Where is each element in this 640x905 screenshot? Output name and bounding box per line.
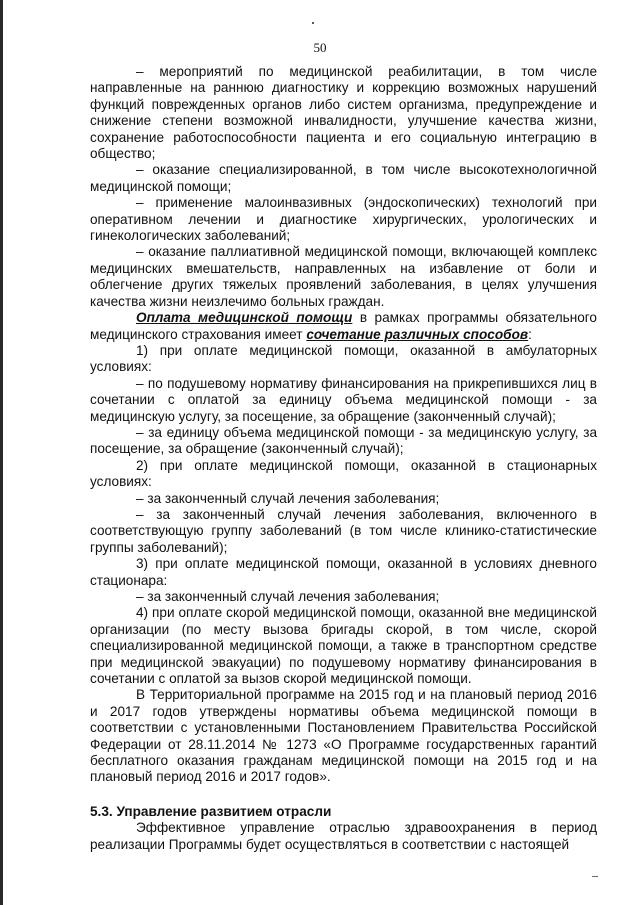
payment-colon: : (528, 326, 532, 342)
page-number: 50 (313, 40, 327, 55)
paragraph-emergency-care: 4) при оплате скорой медицинской помощи, оказанной вне медицинской организации (по месту вызова бригады скорой, в том числе, скорой специализированной медицинской помощи, а также в транспортном средстве при медицинской эвакуации) по подушевому нормативу финансирования в сочетании с оплатой за вызов скорой медицинской помощи. (90, 605, 597, 687)
paragraph-per-capita: – по подушевому нормативу финансирования на прикрепившихся лиц в сочетании с оплатой за единицу объема медицинской помощи - за медицинскую услугу, за посещение, за обращение (законченный случай); (90, 375, 597, 424)
paragraph-completed-case: – за законченный случай лечения заболевания; (136, 490, 440, 506)
methods-term: сочетание различных способов (306, 326, 529, 342)
scan-mark (592, 876, 598, 877)
paragraph-inpatient: 2) при оплате медицинской помощи, оказанной в стационарных условиях: (90, 457, 597, 490)
paragraph-disease-group: – за законченный случай лечения заболевания, включенного в соответствующую группу заболеваний (в том числе клинико-статистические группы заболеваний); (90, 506, 597, 555)
paragraph-day-hospital: 3) при оплате медицинской помощи, оказанной в условиях дневного стационара: (90, 556, 597, 588)
paragraph-specialized-care: – оказание специализированной, в том числе высокотехнологичной медицинской помощи; (90, 162, 597, 194)
section-heading: 5.3. Управление развитием отрасли (90, 803, 332, 819)
paragraph-rehabilitation: – мероприятий по медицинской реабилитации, в том числе направленные на раннюю диагностику и коррекцию возможных нарушений функций поврежденных органов либо систем организма, предупреждение и снижение степени возможной инвалидности, улучшение качества жизни, сохранение работоспособности пациента и его социальную интеграцию в общество; (90, 64, 597, 162)
paragraph-per-unit: – за единицу объема медицинской помощи - за медицинскую услугу, за посещение, за обращение (законченный случай); (90, 424, 597, 457)
scan-speck (312, 22, 314, 24)
payment-term: Оплата медицинской помощи (136, 310, 353, 326)
paragraph-payment-methods (90, 310, 597, 343)
paragraph-management: Эффективное управление отраслью здравоохранения в период реализации Программы будет осуществляться в соответствии с настоящей (90, 820, 597, 852)
paragraph-outpatient: 1) при оплате медицинской помощи, оказанной в амбулаторных условиях: (90, 342, 597, 375)
paragraph-palliative-care: – оказание паллиативной медицинской помощи, включающей комплекс медицинских вмешательств, направленных на избавление от боли и облегчение других тяжелых проявлений заболевания, в целях улучшения качества жизни неизлечимо больных граждан. (90, 244, 597, 309)
scan-left-edge (0, 0, 3, 905)
payment-text: в рамках программы обязательного медицинского страхования имеет (90, 310, 597, 342)
paragraph-territorial-program: В Территориальной программе на 2015 год и на плановый период 2016 и 2017 годов утверждены нормативы объема медицинской помощи в соответствии с установленными Постановлением Правительства Российской Федерации от 28.11.2014 № 1273 «О Программе государственных гарантий бесплатного оказания гражданам медицинской помощи на 2015 год и на плановый период 2016 и 2017 годов». (90, 687, 597, 785)
paragraph-minimally-invasive: – применение малоинвазивных (эндоскопических) технологий при оперативном лечении и диагностике хирургических, урологических и гинекологических заболеваний; (90, 195, 597, 244)
paragraph-completed-case-day: – за законченный случай лечения заболевания; (136, 589, 440, 604)
page-body (90, 64, 597, 853)
